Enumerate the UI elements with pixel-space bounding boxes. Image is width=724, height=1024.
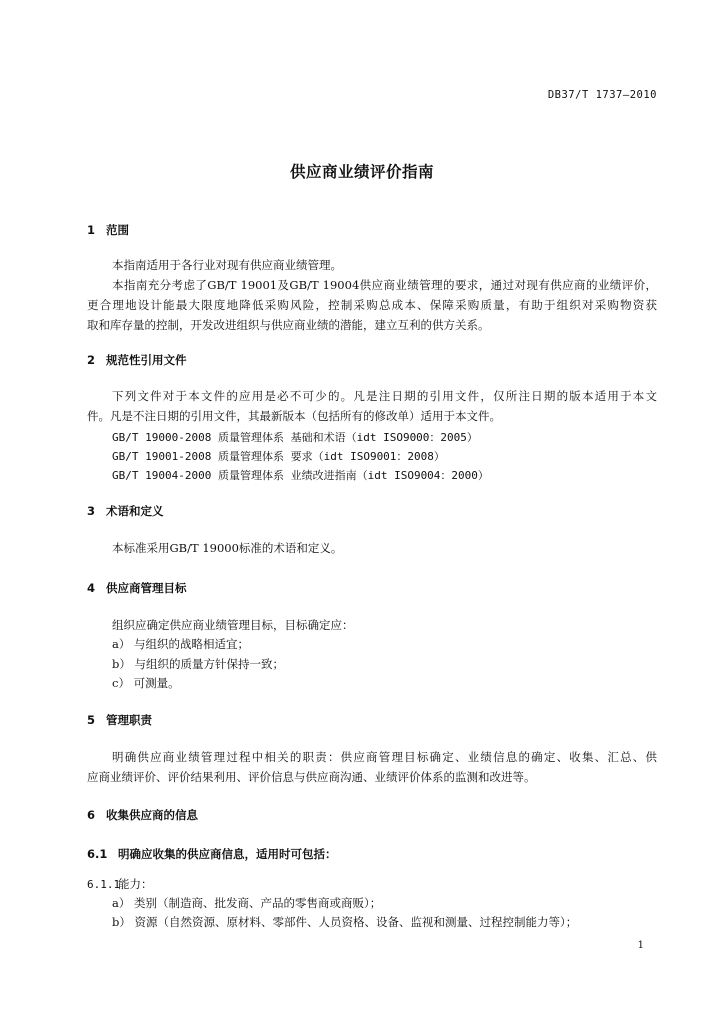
section-number: 6 xyxy=(87,808,96,822)
section-number: 5 xyxy=(87,713,96,727)
section-1-heading xyxy=(87,222,129,238)
section-title: 范围 xyxy=(106,223,129,237)
section-6-heading xyxy=(87,807,198,823)
section-title: 规范性引用文件 xyxy=(106,353,187,367)
paragraph-line: 本指南充分考虑了GB/T 19001及GB/T 19004供应商业绩管理的要求，通过对现有供应商的业绩评价， xyxy=(112,278,657,292)
section-6-1-1-heading xyxy=(87,876,153,892)
list-item: c） 可测量。 xyxy=(112,676,180,690)
paragraph-line: 组织应确定供应商业绩管理目标，目标确定应： xyxy=(112,618,354,632)
page-number: 1 xyxy=(637,940,644,951)
paragraph-line: 取和库存量的控制，开发改进组织与供应商业绩的潜能，建立互利的供方关系。 xyxy=(87,318,490,332)
section-number: 6.1.1 xyxy=(87,878,121,891)
paragraph-line: 本标准采用GB/T 19000标准的术语和定义。 xyxy=(112,541,343,555)
section-4-heading xyxy=(87,580,187,596)
section-5-heading xyxy=(87,712,152,728)
section-number: 4 xyxy=(87,581,96,595)
section-number: 6.1 xyxy=(87,847,108,861)
document-title: 供应商业绩评价指南 xyxy=(289,163,434,181)
section-number: 3 xyxy=(87,504,96,518)
list-item: a） 与组织的战略相适宜； xyxy=(112,637,250,651)
section-title: 术语和定义 xyxy=(106,504,164,518)
paragraph-line: 下列文件对于本文件的应用是必不可少的。凡是注日期的引用文件，仅所注日期的版本适用于本文 xyxy=(112,389,657,403)
list-item: b） 资源（自然资源、原材料、零部件、人员资格、设备、监视和测量、过程控制能力等）； xyxy=(112,915,578,929)
section-3-heading xyxy=(87,503,164,519)
section-title: 供应商管理目标 xyxy=(106,581,187,595)
section-number: 1 xyxy=(87,223,96,237)
list-item: a） 类别（制造商、批发商、产品的零售商或商贩）； xyxy=(112,896,382,910)
reference-item: GB/T 19004-2000 质量管理体系 业绩改进指南（idt ISO9004：2000） xyxy=(112,469,489,482)
standard-number: DB37/T 1737—2010 xyxy=(547,89,657,101)
section-6-1-heading xyxy=(87,846,337,862)
section-title: 能力： xyxy=(118,877,153,891)
paragraph-line: 明确供应商业绩管理过程中相关的职责：供应商管理目标确定、业绩信息的确定、收集、汇总、供 xyxy=(112,750,657,764)
section-title: 收集供应商的信息 xyxy=(106,808,198,822)
section-title: 明确应收集的供应商信息，适用时可包括： xyxy=(118,847,337,861)
section-number: 2 xyxy=(87,353,96,367)
reference-item: GB/T 19000-2008 质量管理体系 基础和术语（idt ISO9000：2005） xyxy=(112,431,478,444)
section-2-heading xyxy=(87,352,187,368)
paragraph-line: 应商业绩评价、评价结果利用、评价信息与供应商沟通、业绩评价体系的监测和改进等。 xyxy=(87,770,536,784)
reference-item: GB/T 19001-2008 质量管理体系 要求（idt ISO9001：2008） xyxy=(112,450,445,463)
section-title: 管理职责 xyxy=(106,713,152,727)
paragraph-line: 本指南适用于各行业对现有供应商业绩管理。 xyxy=(112,258,342,272)
paragraph-line: 件。凡是不注日期的引用文件，其最新版本（包括所有的修改单）适用于本文件。 xyxy=(87,409,501,423)
list-item: b） 与组织的质量方针保持一致； xyxy=(112,657,285,671)
paragraph-line: 更合理地设计能最大限度地降低采购风险，控制采购总成本、保障采购质量，有助于组织对采购物资获 xyxy=(87,298,657,312)
